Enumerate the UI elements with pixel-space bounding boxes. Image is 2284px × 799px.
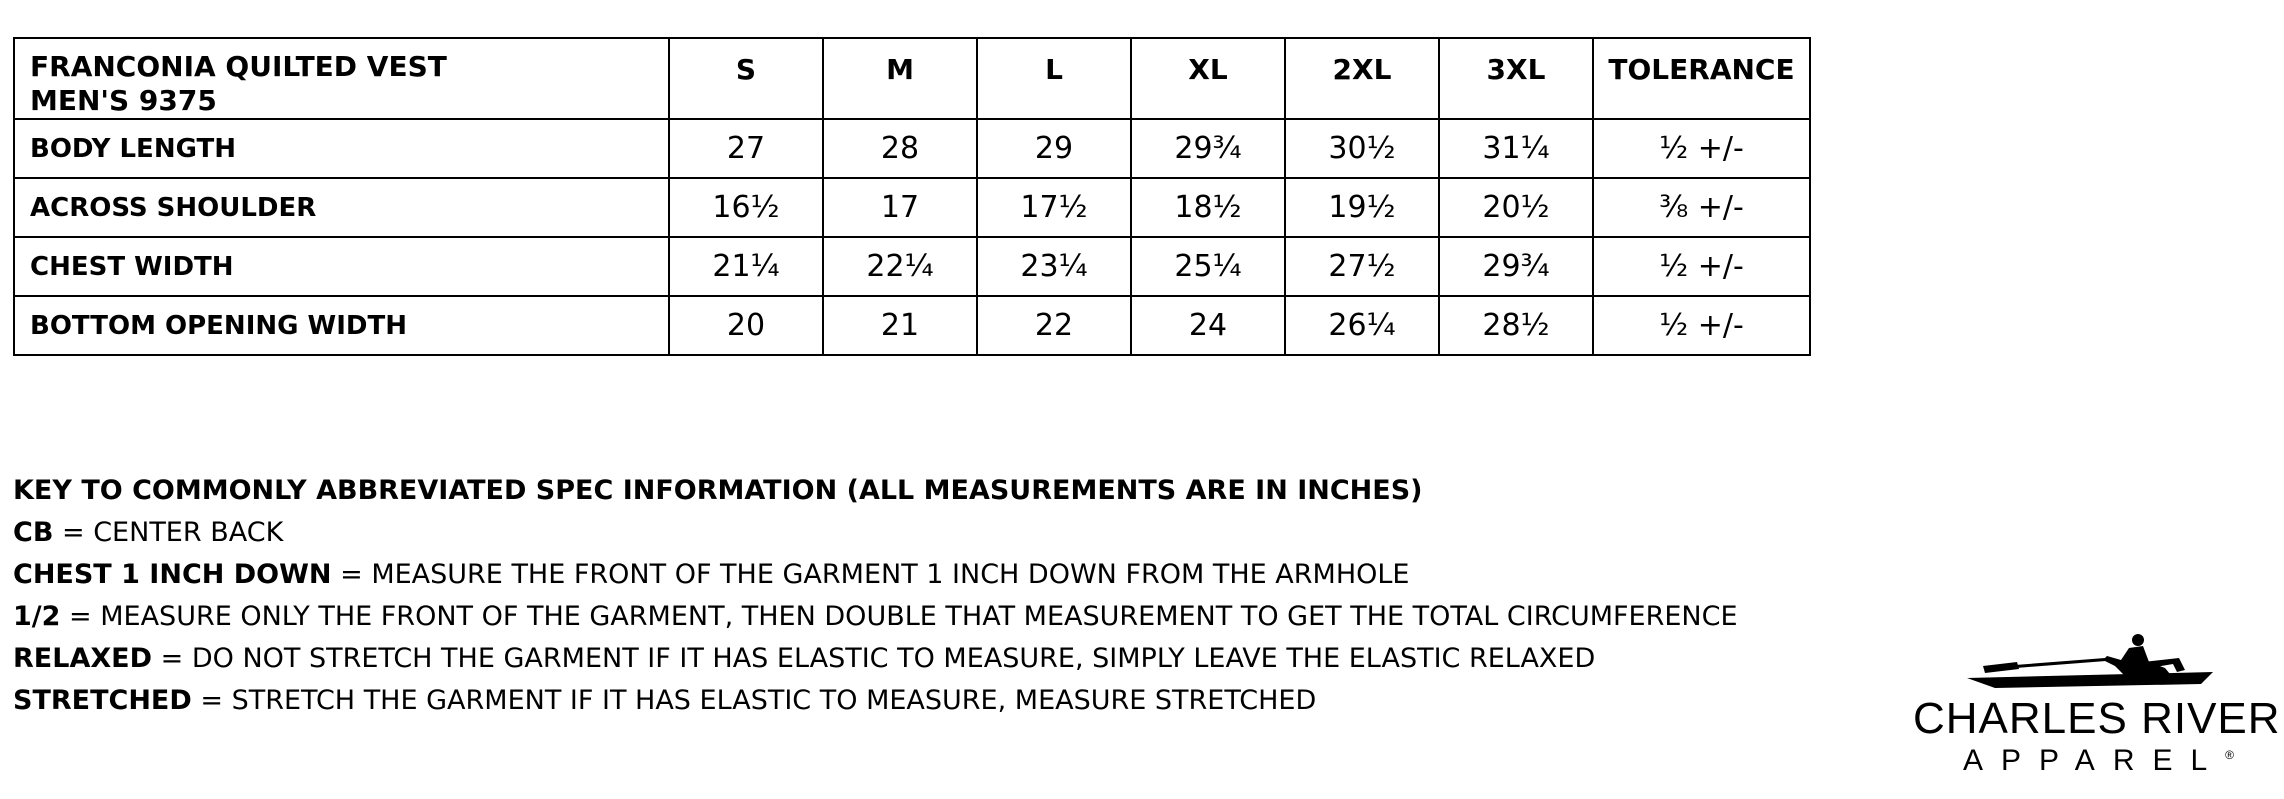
table-cell: 25¼ — [1131, 237, 1285, 296]
table-cell: 18½ — [1131, 178, 1285, 237]
tolerance-cell: ½ +/- — [1593, 237, 1810, 296]
brand-name: CHARLES RIVER — [1913, 694, 2281, 743]
table-cell: 19½ — [1285, 178, 1439, 237]
row-label: BODY LENGTH — [14, 119, 669, 178]
tolerance-header: TOLERANCE — [1593, 38, 1810, 119]
table-row — [14, 119, 1810, 178]
table-cell: 29 — [977, 119, 1131, 178]
table-cell: 27½ — [1285, 237, 1439, 296]
key-term: STRETCHED — [13, 685, 192, 716]
table-cell: 27 — [669, 119, 823, 178]
row-label: BOTTOM OPENING WIDTH — [14, 296, 669, 355]
style-number: MEN'S 9375 — [30, 84, 217, 117]
tolerance-cell: ⅜ +/- — [1593, 178, 1810, 237]
row-label: ACROSS SHOULDER — [14, 178, 669, 237]
size-header-xl: XL — [1131, 38, 1285, 119]
key-item: RELAXED = DO NOT STRETCH THE GARMENT IF IT HAS ELASTIC TO MEASURE, SIMPLY LEAVE THE ELASTIC RELAXED — [13, 643, 1596, 674]
key-definition: CENTER BACK — [93, 517, 284, 548]
brand-subtitle — [1963, 744, 2234, 778]
key-term: CHEST 1 INCH DOWN — [13, 559, 332, 590]
table-cell: 22¼ — [823, 237, 977, 296]
key-definition: STRETCH THE GARMENT IF IT HAS ELASTIC TO MEASURE, MEASURE STRETCHED — [231, 685, 1317, 716]
table-cell: 20 — [669, 296, 823, 355]
key-term: CB — [13, 517, 54, 548]
table-row — [14, 237, 1810, 296]
tolerance-cell: ½ +/- — [1593, 296, 1810, 355]
table-cell: 29¾ — [1131, 119, 1285, 178]
key-heading: KEY TO COMMONLY ABBREVIATED SPEC INFORMATION (ALL MEASUREMENTS ARE IN INCHES) — [13, 475, 1423, 506]
table-row — [14, 178, 1810, 237]
table-cell: 28 — [823, 119, 977, 178]
header-row — [14, 38, 1810, 119]
table-cell: 20½ — [1439, 178, 1593, 237]
key-definition: MEASURE ONLY THE FRONT OF THE GARMENT, THEN DOUBLE THAT MEASUREMENT TO GET THE TOTAL CIRCUMFERENCE — [100, 601, 1738, 632]
table-cell: 21¼ — [669, 237, 823, 296]
key-item: CB = CENTER BACK — [13, 517, 284, 548]
size-header-3xl: 3XL — [1439, 38, 1593, 119]
table-cell: 24 — [1131, 296, 1285, 355]
registered-mark: ® — [2225, 748, 2235, 762]
key-item: 1/2 = MEASURE ONLY THE FRONT OF THE GARMENT, THEN DOUBLE THAT MEASUREMENT TO GET THE TOTAL CIRCUMFERENCE — [13, 601, 1738, 632]
tolerance-cell: ½ +/- — [1593, 119, 1810, 178]
size-header-s: S — [669, 38, 823, 119]
brand-logo — [1905, 632, 2281, 782]
table-cell: 28½ — [1439, 296, 1593, 355]
table-row — [14, 296, 1810, 355]
spec-table — [13, 37, 1811, 356]
table-cell: 21 — [823, 296, 977, 355]
row-label: CHEST WIDTH — [14, 237, 669, 296]
rower-icon — [1965, 632, 2215, 692]
table-cell: 29¾ — [1439, 237, 1593, 296]
garment-name: FRANCONIA QUILTED VEST — [30, 50, 447, 83]
key-term: 1/2 — [13, 601, 61, 632]
size-header-2xl: 2XL — [1285, 38, 1439, 119]
key-item: CHEST 1 INCH DOWN = MEASURE THE FRONT OF THE GARMENT 1 INCH DOWN FROM THE ARMHOLE — [13, 559, 1410, 590]
key-definition: MEASURE THE FRONT OF THE GARMENT 1 INCH DOWN FROM THE ARMHOLE — [371, 559, 1410, 590]
table-cell: 17½ — [977, 178, 1131, 237]
table-cell: 31¼ — [1439, 119, 1593, 178]
table-cell: 30½ — [1285, 119, 1439, 178]
key-term: RELAXED — [13, 643, 153, 674]
size-header-m: M — [823, 38, 977, 119]
key-definition: DO NOT STRETCH THE GARMENT IF IT HAS ELASTIC TO MEASURE, SIMPLY LEAVE THE ELASTIC RELAXED — [191, 643, 1596, 674]
table-cell: 16½ — [669, 178, 823, 237]
table-cell: 23¼ — [977, 237, 1131, 296]
brand-sub-text: APPAREL — [1963, 744, 2226, 777]
table-cell: 26¼ — [1285, 296, 1439, 355]
spec-key — [13, 470, 1738, 722]
key-item: STRETCHED = STRETCH THE GARMENT IF IT HAS ELASTIC TO MEASURE, MEASURE STRETCHED — [13, 685, 1317, 716]
table-cell: 17 — [823, 178, 977, 237]
table-cell: 22 — [977, 296, 1131, 355]
garment-title — [14, 38, 669, 119]
size-header-l: L — [977, 38, 1131, 119]
